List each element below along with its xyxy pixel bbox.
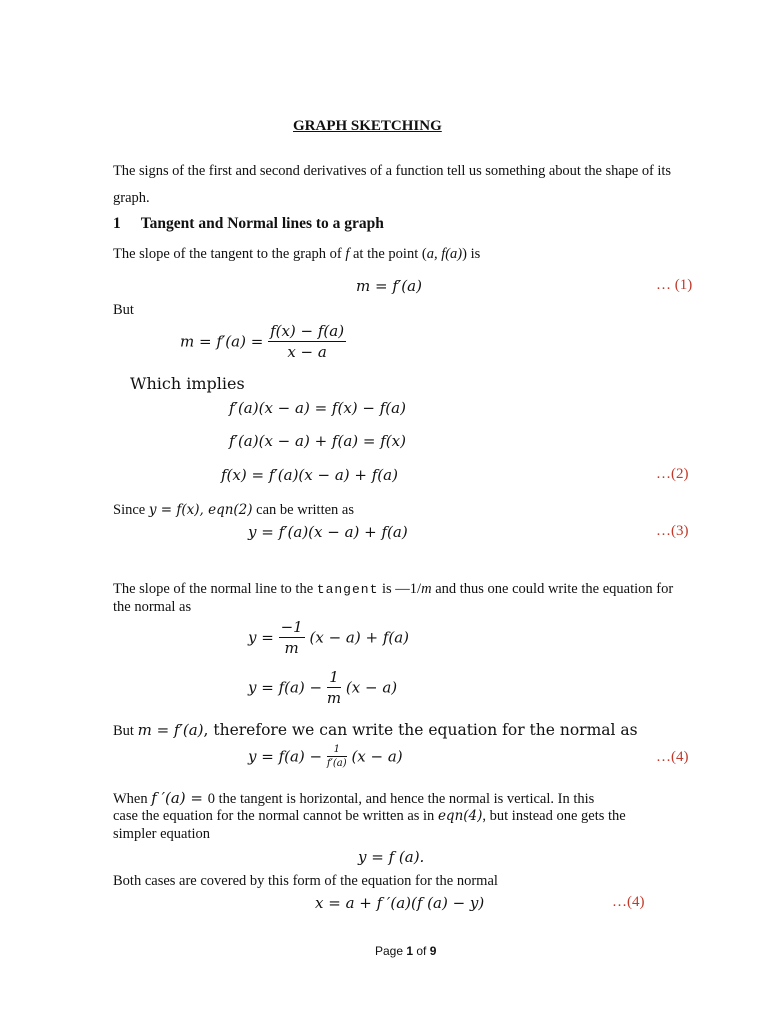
- normal-eq2-denominator: m: [326, 689, 342, 707]
- simple-equation: y = f (a).: [358, 848, 425, 866]
- section-heading: [113, 215, 384, 233]
- since-sentence: [113, 501, 354, 519]
- equation-2: f(x) = f′(a)(x − a) + f(a): [221, 466, 398, 484]
- footer-current-page: 1: [406, 944, 414, 958]
- page-footer: [375, 944, 436, 958]
- eq4-numerator: 1: [327, 744, 347, 757]
- when-sentence-line-1: [113, 789, 594, 808]
- normal-sentence-line-2: the normal as: [113, 599, 192, 615]
- footer-of-label: of: [413, 944, 430, 958]
- when-sentence-line-3: simpler equation: [113, 826, 211, 842]
- eq4-denominator: f′(a): [326, 758, 347, 769]
- footer-total-pages: 9: [429, 944, 437, 958]
- section-title: Tangent and Normal lines to a graph: [140, 215, 384, 232]
- normal-eq2-lhs: y = f(a) −: [248, 678, 323, 697]
- since-math: y = f(x), eqn(2): [148, 502, 253, 518]
- normal-text: The slope of the normal line to the: [113, 581, 317, 597]
- slope-text-b: at the point (: [349, 246, 427, 262]
- intro-line-2: graph.: [113, 190, 150, 206]
- normal-eq1-fraction: [279, 618, 305, 657]
- normal-text-b: is —1/: [378, 581, 422, 597]
- equation-4: [248, 744, 403, 769]
- normal-text-c: and thus one could write the equation for: [431, 581, 674, 597]
- but2-text-b: , therefore we can write the equation for the normal as: [203, 721, 638, 739]
- since-text-b: can be written as: [252, 502, 355, 518]
- equation-4-number: …(4): [656, 749, 689, 765]
- equation-1-number: … (1): [656, 277, 693, 293]
- when-text-b: the tangent is horizontal, and hence the normal is vertical. In this: [214, 791, 595, 807]
- but-therefore-sentence: [113, 721, 638, 740]
- final-equation-number: …(4): [612, 894, 645, 910]
- implication-2: f′(a)(x − a) + f(a) = f(x): [229, 432, 406, 450]
- normal-eq1-denominator: m: [284, 639, 299, 657]
- normal-eq1-lhs: y =: [248, 628, 274, 647]
- slope-point: a, f(a): [426, 246, 463, 262]
- slope-def-lhs: m = f′(a) =: [180, 332, 264, 351]
- since-text: Since: [113, 502, 149, 518]
- when-line2-text-b: , but instead one gets the: [482, 808, 626, 824]
- implication-1: f′(a)(x − a) = f(x) − f(a): [229, 399, 406, 417]
- when-text: When: [113, 791, 152, 807]
- equation-3: y = f′(a)(x − a) + f(a): [248, 523, 408, 541]
- normal-eq1-numerator: −1: [280, 618, 303, 636]
- both-cases-sentence: Both cases are covered by this form of the equation for the normal: [113, 873, 498, 889]
- equation-slope-def: [180, 322, 346, 361]
- which-implies-label: Which implies: [130, 374, 245, 393]
- slope-def-denominator: x − a: [287, 343, 327, 361]
- slope-text-c: ) is: [462, 246, 481, 262]
- normal-tangent-word: tangent: [316, 582, 379, 597]
- equation-2-number: …(2): [656, 466, 689, 482]
- when-zero: 0: [207, 791, 215, 807]
- but-label: But: [113, 302, 134, 318]
- when-math: f ′(a) =: [151, 789, 208, 807]
- slope-sentence: [113, 245, 480, 263]
- footer-page-label: Page: [375, 944, 407, 958]
- but2-text: But: [113, 723, 138, 739]
- normal-sentence-line-1: [113, 580, 673, 599]
- section-number: 1: [113, 215, 121, 232]
- equation-3-number: …(3): [656, 523, 689, 539]
- normal-eq2-numerator: 1: [327, 668, 341, 688]
- final-equation: x = a + f ′(a)(f (a) − y): [315, 894, 485, 912]
- when-sentence-line-2: [113, 807, 626, 825]
- but2-math: m = f′(a): [137, 721, 204, 739]
- intro-line-1: The signs of the first and second derivatives of a function tell us something about the shape of its: [113, 163, 671, 179]
- normal-equation-2: [248, 668, 397, 707]
- equation-1: m = f′(a): [356, 277, 422, 295]
- when-line2-math: eqn(4): [437, 808, 483, 824]
- when-line2-text: case the equation for the normal cannot be written as in: [113, 808, 438, 824]
- slope-f: f: [345, 246, 350, 262]
- slope-def-numerator: f(x) − f(a): [270, 322, 345, 340]
- eq4-rhs: (x − a): [351, 747, 403, 766]
- page-title: GRAPH SKETCHING: [293, 118, 442, 134]
- normal-equation-1: [248, 618, 409, 657]
- normal-m: m: [421, 581, 432, 597]
- slope-text: The slope of the tangent to the graph of: [113, 246, 346, 262]
- eq4-lhs: y = f(a) −: [248, 747, 323, 766]
- eq4-fraction: [327, 744, 347, 769]
- slope-def-fraction: [268, 322, 346, 361]
- normal-eq2-fraction: [327, 668, 341, 707]
- normal-eq2-rhs: (x − a): [345, 678, 398, 697]
- normal-eq1-rhs: (x − a) + f(a): [309, 628, 410, 647]
